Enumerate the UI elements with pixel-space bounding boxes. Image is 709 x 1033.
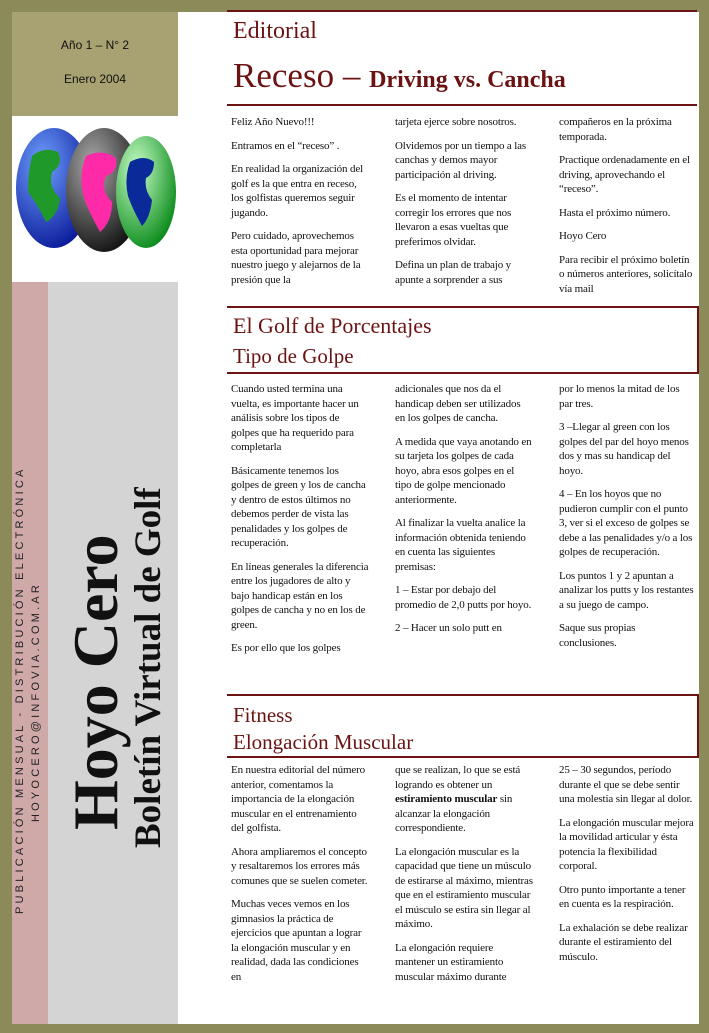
paragraph: Es por ello que los golpes	[231, 642, 341, 654]
editorial-header	[227, 10, 697, 106]
editorial-title	[233, 56, 566, 96]
paragraph: Defina un plan de trabajo y apunte a sorprender a sus	[395, 259, 511, 286]
paragraph: En realidad la organización del golf es la que entra en receso, los golfistas queremos seguir jugando.	[231, 163, 363, 219]
paragraph: Feliz Año Nuevo!!!	[231, 116, 315, 128]
paragraph: tarjeta ejerce sobre nosotros.	[395, 116, 517, 128]
paragraph: Otro punto importante a tener en cuenta es la respiración.	[559, 883, 686, 910]
issue-date: Enero 2004	[63, 72, 127, 86]
golf-col-1	[231, 382, 369, 665]
paragraph: Ahora ampliaremos el concepto y resaltaremos los errores más comunes que se suelen cometer.	[231, 845, 368, 887]
paragraph: Muchas veces vemos en los gimnasios la práctica de ejercicios que apuntan a lograr la elongación muscular y en realidad, dada las condiciones en	[231, 898, 362, 983]
fitness-col-2	[395, 763, 533, 993]
paragraph: Hoyo Cero	[559, 230, 607, 242]
emphasis-text: estiramiento muscular	[395, 793, 498, 805]
paragraph: La elongación requiere mantener un estiramiento muscular máximo durante	[395, 941, 507, 983]
paragraph: 3 –Llegar al green con los golpes del par del hoyo menos dos y mas su handicap del hoyo.	[559, 421, 689, 477]
paragraph: 2 – Hacer un solo putt en	[395, 622, 502, 634]
paragraph: A medida que vaya anotando en su tarjeta los golpes de cada hoyo, abra esos golpes en el tipo de golpe mencionado anteriormente.	[395, 435, 532, 506]
paragraph: Entramos en el “receso” .	[231, 139, 340, 152]
paragraph: 1 – Estar por debajo del promedio de 2,0 putts por hoyo.	[395, 584, 532, 611]
fitness-header	[227, 694, 699, 758]
paragraph: Al finalizar la vuelta analice la información obtenida teniendo en cuenta las siguientes premisas:	[395, 517, 526, 573]
editorial-kicker: Editorial	[233, 18, 317, 44]
fitness-col-3	[559, 763, 694, 993]
globes-logo	[12, 116, 178, 282]
paragraph	[395, 763, 533, 836]
paragraph: Hasta el próximo número.	[559, 206, 671, 219]
paragraph: Básicamente tenemos los golpes de green y los de cancha y dentro de estos últimos no debemos perder de vista las penalidades y los golpes de recuperación.	[231, 464, 366, 549]
paragraph: En nuestra editorial del número anterior, comentamos la importancia de la elongación muscular en el entrenamiento del golfista.	[231, 764, 366, 834]
newsletter-title: Hoyo Cero	[60, 534, 131, 830]
text-run: que se realizan, lo que se está logrando es obtener un	[395, 764, 521, 791]
fitness-columns	[231, 763, 694, 993]
paragraph: La exhalación se debe realizar durante el estiramiento del músculo.	[559, 921, 688, 963]
editorial-title-main: Receso –	[233, 56, 370, 95]
editorial-col-1	[231, 115, 369, 305]
paragraph: Es el momento de intentar corregir los errores que nos llevaron a esas vueltas que preferimos olvidar.	[395, 192, 512, 248]
fitness-col-1	[231, 763, 369, 993]
editorial-col-3	[559, 115, 694, 305]
paragraph: 4 – En los hoyos que no pudieron cumplir con el punto 3, ver si el exceso de golpes se debe a las penalidades y/o a los golpes de recuperación.	[559, 488, 693, 558]
paragraph: compañeros en la próxima temporada.	[559, 116, 672, 143]
golf-col-2	[395, 382, 533, 665]
text-run: sin alcanzar la elongación correspondiente.	[395, 793, 513, 834]
paragraph: La elongación muscular mejora la movilidad articular y ésta potencia la flexibilidad corporal.	[559, 816, 694, 872]
paragraph: Para recibir el próximo boletín o números anteriores, solicítalo vía mail	[559, 253, 693, 295]
paragraph: 25 – 30 segundos, período durante el que se debe sentir una molestia sin llegar al dolor.	[559, 764, 693, 805]
issue-number: Año 1 – N° 2	[60, 38, 130, 52]
golf-columns	[231, 382, 694, 665]
paragraph: adicionales que nos da el handicap deben ser utilizados en los golpes de cancha.	[395, 383, 521, 424]
editorial-columns	[231, 115, 694, 305]
paragraph: Pero cuidado, aprovechemos esta oportunidad para mejorar nuestro juego y alejarnos de la presión que la	[231, 230, 361, 286]
paragraph: Saque sus propias conclusiones.	[559, 622, 636, 649]
golf-kicker: El Golf de Porcentajes	[233, 313, 432, 338]
golf-header	[227, 306, 699, 374]
paragraph: por lo menos la mitad de los par tres.	[559, 383, 680, 410]
fitness-title: Elongación Muscular	[233, 730, 414, 754]
paragraph: Cuando usted termina una vuelta, es importante hacer un análisis sobre los tipos de golpes que ha requerido para completarla	[231, 383, 359, 453]
fitness-kicker: Fitness	[233, 703, 293, 727]
golf-title: Tipo de Golpe	[233, 344, 354, 368]
editorial-col-2	[395, 115, 533, 305]
paragraph: Practique ordenadamente en el driving, aprovechando el “receso”.	[559, 154, 690, 195]
golf-col-3	[559, 382, 694, 665]
editorial-title-small: Driving vs. Cancha	[369, 67, 566, 93]
paragraph: Olvidemos por un tiempo a las canchas y demos mayor participación al driving.	[395, 139, 526, 181]
paragraph: La elongación muscular es la capacidad que tiene un músculo de estirarse al máximo, mientras que en el estiramiento muscular el músculo se estira sin llegar al máximo.	[395, 845, 533, 930]
globes-icon	[12, 116, 178, 282]
issue-box	[12, 12, 178, 116]
newsletter-subtitle: Boletín Virtual de Golf	[128, 487, 169, 848]
paragraph: Los puntos 1 y 2 apuntan a analizar los putts y los restantes a su juego de campo.	[559, 569, 694, 611]
contact-email: HOYOCERO@INFOVIA.COM.AR	[30, 581, 42, 822]
paragraph: En líneas generales la diferencia entre los jugadores de alto y bajo handicap están en los golpes de cancha y no en los de green.	[231, 560, 369, 631]
publication-note: PUBLICACIÓN MENSUAL - DISTRIBUCIÓN ELECTRÓNICA	[14, 466, 26, 914]
